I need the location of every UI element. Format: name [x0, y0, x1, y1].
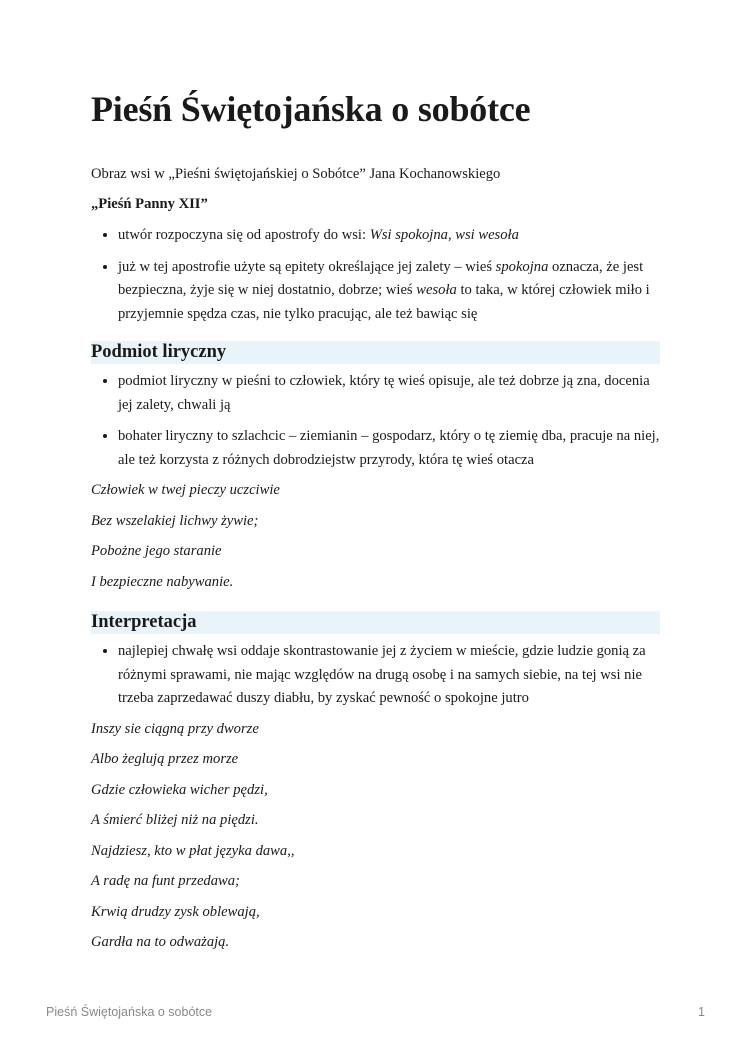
verse-line: I bezpieczne nabywanie. [91, 573, 234, 590]
verse-line: A śmierć bliżej niż na piędzi. [91, 812, 259, 828]
verse-line: Inszy sie ciągną przy dworze [91, 720, 259, 737]
intro-paragraph: Obraz wsi w „Pieśni świętojańskiej o Sobótce” Jana Kochanowskiego [91, 166, 501, 182]
list-item [118, 256, 660, 327]
text: , [447, 227, 456, 243]
text: oznacza, że jest bezpieczna, żyje się w niej dostatnio, dobrze; wieś [118, 258, 644, 298]
list-item [118, 224, 660, 248]
italic-text: wsi wesoła [455, 227, 519, 243]
section-heading-interpretacja: Interpretacja [91, 611, 660, 634]
page-title: Pieśń Świętojańska o sobótce [91, 89, 531, 129]
footer-title: Pieśń Świętojańska o sobótce [46, 1005, 213, 1019]
subtitle: „Pieśń Panny XII” [91, 196, 208, 212]
verse-line: Człowiek w twej pieczy uczciwie [91, 482, 280, 498]
section1-list [91, 370, 660, 472]
section-heading-podmiot: Podmiot liryczny [91, 341, 660, 364]
verse-line: Najdziesz, kto w płat języka dawa,, [91, 842, 295, 859]
italic-text: Wsi spokojna [369, 227, 448, 243]
verse-line: Gdzie człowieka wicher pędzi, [91, 781, 268, 798]
verse-line: Krwią drudzy zysk oblewają, [91, 903, 260, 920]
page-footer [46, 1005, 705, 1019]
page-number: 1 [698, 1005, 705, 1019]
list-item: • podmiot liryczny w pieśni to człowiek, który tę wieś opisuje, ale też dobrze ją zna, docenia jej zalety, chwali ją [118, 370, 660, 417]
section2-list [91, 640, 660, 711]
list-item: • najlepiej chwałę wsi oddaje skontrastowanie jej z życiem w mieście, gdzie ludzie gonią za różnymi sprawami, nie mając względów na drugą osobę i na samych siebie, na tej wsi nie trzeba zaprzedawać duszy diabłu, by zyskać pewność o spokojne jutro [118, 640, 660, 711]
italic-text: wesoła [416, 282, 457, 298]
text: utwór rozpoczyna się od apostrofy do wsi: [118, 227, 370, 243]
verse-line: Albo żeglują przez morze [91, 751, 239, 767]
intro-list [91, 224, 660, 326]
verse-line: Bez wszelakiej lichwy żywie; [91, 512, 259, 529]
text: już w tej apostrofie użyte są epitety określające jej zalety – wieś [118, 258, 496, 275]
document-page [91, 88, 660, 963]
verse-line: Gardła na to odważają. [91, 934, 230, 950]
text: to taka, w której człowiek miło i przyjemnie spędza czas, nie tylko pracując, ale też bawiąc się [118, 282, 650, 322]
italic-text: spokojna [495, 258, 549, 275]
verse-line: Pobożne jego staranie [91, 543, 222, 559]
verse-line: A radę na funt przedawa; [91, 873, 240, 889]
list-item: • bohater liryczny to szlachcic – ziemianin – gospodarz, który o tę ziemię dba, pracuje na niej, ale też korzysta z różnych dobrodziejstw przyrody, która tę wieś otacza [118, 425, 660, 472]
